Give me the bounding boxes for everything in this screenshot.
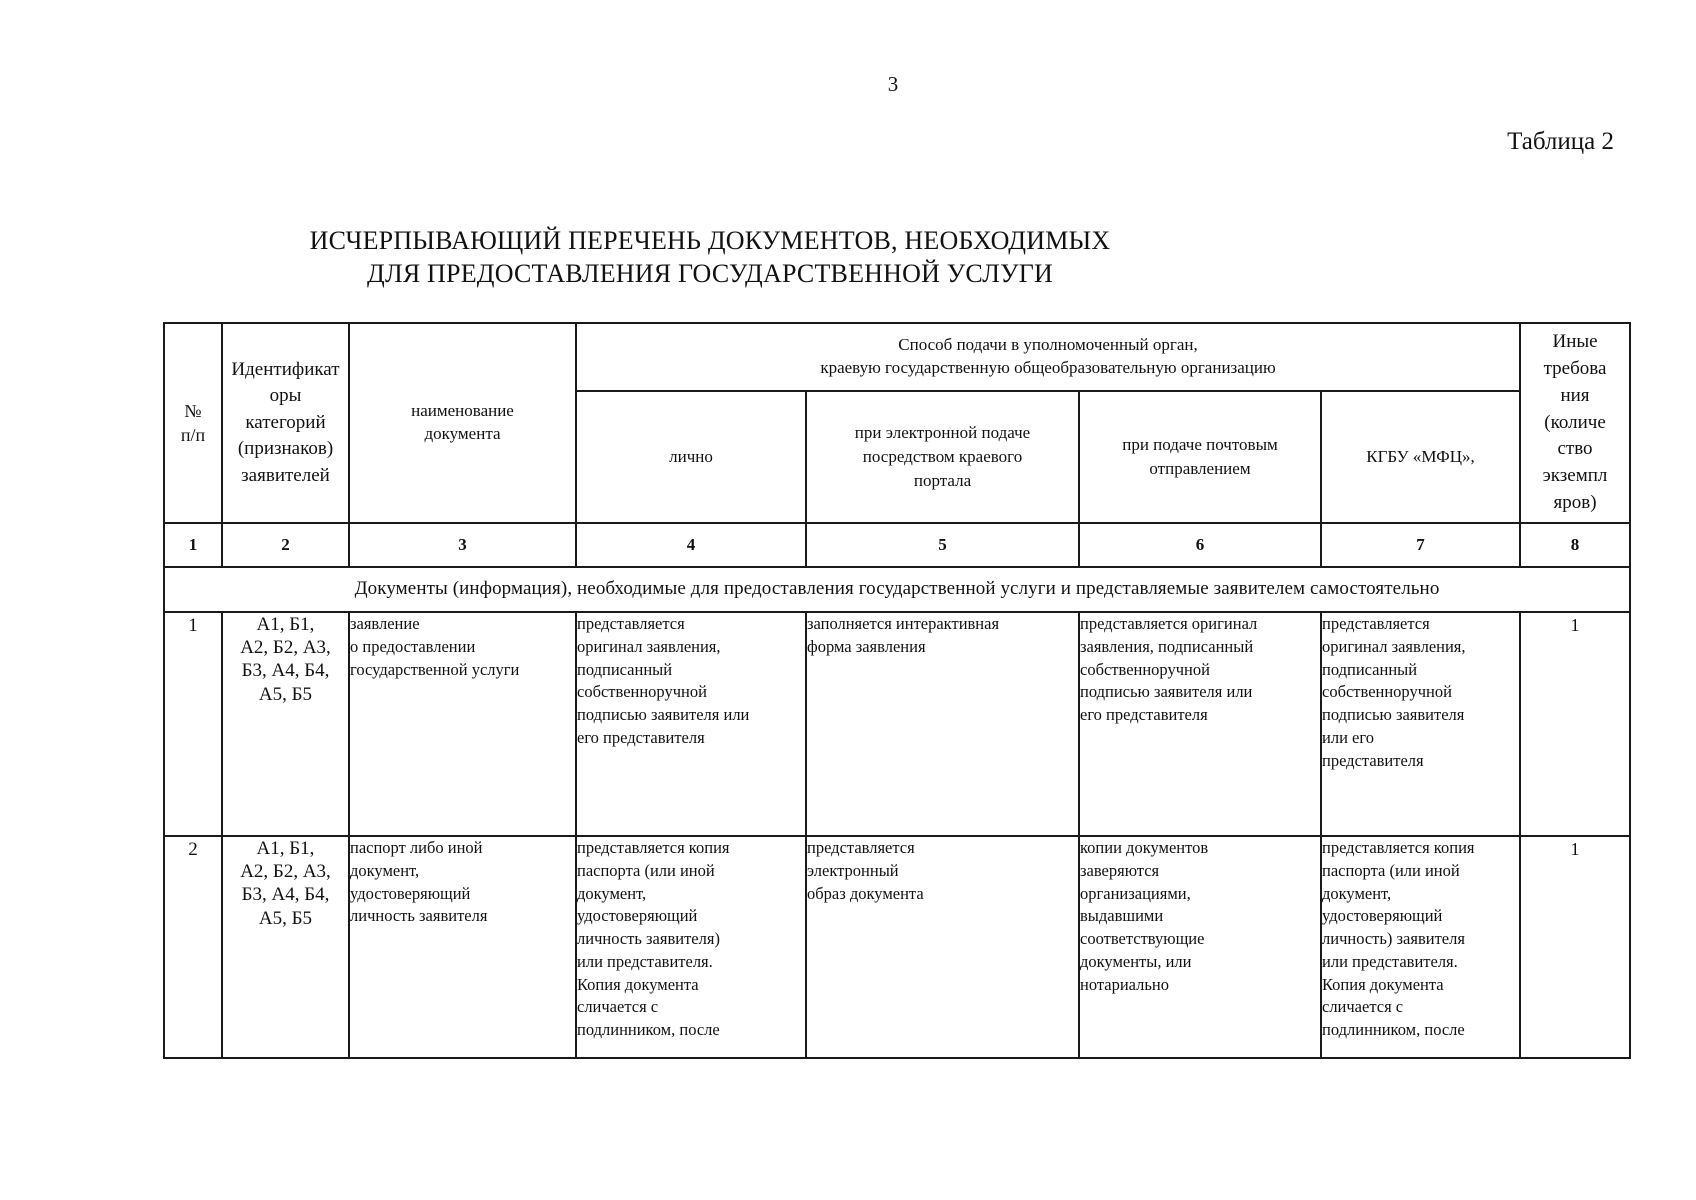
header-text-line: (признаков) — [237, 438, 334, 460]
column-numbers-row — [164, 523, 1630, 567]
cell-text-line: личность заявителя — [350, 906, 488, 926]
cell-text-line: сличается с — [1322, 997, 1404, 1017]
document-title — [210, 224, 1210, 290]
electronic-cell — [806, 612, 1079, 836]
cell-text-line: подлинником, после — [577, 1020, 720, 1040]
cell-text-line: паспорта (или иной — [1322, 860, 1460, 880]
row-number: 2 — [164, 836, 222, 1058]
row-identifiers — [222, 836, 349, 1058]
header-text-line: № — [184, 400, 202, 421]
column-number: 1 — [164, 523, 222, 567]
header-personally: лично — [576, 391, 806, 523]
electronic-cell — [806, 836, 1079, 1058]
column-number: 7 — [1321, 523, 1520, 567]
cell-text-line: подписью заявителя — [1322, 705, 1465, 725]
header-text-line: оры — [269, 385, 302, 407]
header-postal — [1079, 391, 1321, 523]
title-line-2: ДЛЯ ПРЕДОСТАВЛЕНИЯ ГОСУДАРСТВЕННОЙ УСЛУГИ — [367, 259, 1053, 288]
cell-text-line: паспорта (или иной — [577, 860, 715, 880]
cell-text-line: Копия документа — [577, 974, 699, 994]
header-submission-method — [576, 323, 1520, 391]
personally-cell — [576, 836, 806, 1058]
document-name-cell — [349, 612, 576, 836]
cell-text-line: документ, — [350, 860, 420, 880]
cell-text-line: представляется копия — [1322, 838, 1475, 857]
personally-cell — [576, 612, 806, 836]
cell-text-line: заявления, подписанный — [1080, 636, 1254, 656]
postal-cell — [1079, 612, 1321, 836]
cell-text-line: Копия документа — [1322, 974, 1444, 994]
header-text-line: Идентификат — [231, 358, 340, 380]
column-number: 2 — [222, 523, 349, 567]
identifier-line: А2, Б2, А3, — [240, 637, 331, 659]
cell-text-line: или его — [1322, 727, 1374, 747]
cell-text-line: представляется оригинал — [1080, 614, 1258, 633]
title-line-1: ИСЧЕРПЫВАЮЩИЙ ПЕРЕЧЕНЬ ДОКУМЕНТОВ, НЕОБХОДИМЫХ — [309, 226, 1111, 255]
section-row — [164, 567, 1630, 612]
quantity-cell: 1 — [1520, 612, 1630, 836]
cell-text-line: или представителя. — [577, 951, 713, 971]
cell-text-line: представляется — [1322, 614, 1430, 633]
cell-text-line: электронный — [807, 860, 899, 880]
header-electronic — [806, 391, 1079, 523]
mfc-cell — [1321, 836, 1520, 1058]
header-mfc: КГБУ «МФЦ», — [1321, 391, 1520, 523]
cell-text-line: личность) заявителя — [1322, 929, 1465, 949]
identifier-line: Б3, А4, Б4, — [241, 884, 330, 906]
header-text-line: Иные — [1552, 330, 1598, 352]
header-text-line: п/п — [180, 425, 206, 445]
cell-text-line: выдавшими — [1080, 906, 1164, 926]
cell-text-line: оригинал заявления, — [577, 636, 721, 656]
cell-text-line: оригинал заявления, — [1322, 636, 1466, 656]
cell-text-line: паспорт либо иной — [350, 838, 483, 857]
table-label: Таблица 2 — [1507, 128, 1614, 155]
cell-text-line: сличается с — [577, 997, 659, 1017]
header-text-line: при подаче почтовым — [1122, 435, 1278, 455]
header-text-line: категорий — [245, 411, 326, 433]
section-title: Документы (информация), необходимые для предоставления государственной услуги и представляемые заявителем самостоятельно — [164, 567, 1630, 612]
cell-text-line: подписью заявителя или — [577, 705, 750, 725]
page-number: 3 — [887, 72, 899, 96]
cell-text-line: соответствующие — [1080, 929, 1205, 949]
cell-text-line: форма заявления — [807, 636, 926, 656]
cell-text-line: документы, или — [1080, 951, 1192, 971]
cell-text-line: подлинником, после — [1322, 1020, 1465, 1040]
cell-text-line: его представителя — [577, 727, 705, 747]
identifier-line: А5, Б5 — [258, 683, 313, 705]
cell-text-line: собственноручной — [1322, 682, 1452, 702]
postal-cell — [1079, 836, 1321, 1058]
cell-text-line: документ, — [1322, 883, 1392, 903]
identifier-line: Б3, А4, Б4, — [241, 660, 330, 682]
cell-text-line: образ документа — [807, 883, 924, 903]
header-text-line: ния — [1560, 384, 1590, 406]
cell-text-line: заверяются — [1080, 860, 1160, 880]
cell-text-line: удостоверяющий — [350, 883, 471, 903]
cell-text-line: заполняется интерактивная — [807, 614, 1000, 633]
documents-table — [163, 322, 1631, 1059]
cell-text-line: государственной услуги — [350, 659, 520, 679]
column-number: 5 — [806, 523, 1079, 567]
table-row — [164, 612, 1630, 836]
cell-text-line: подписанный — [577, 659, 673, 679]
cell-text-line: собственноручной — [577, 682, 707, 702]
header-text-line: яров) — [1553, 492, 1597, 514]
identifier-line: А2, Б2, А3, — [240, 861, 331, 883]
cell-text-line: представляется — [577, 614, 685, 633]
cell-text-line: удостоверяющий — [577, 906, 698, 926]
cell-text-line: представителя — [1322, 750, 1424, 770]
cell-text-line: организациями, — [1080, 883, 1191, 903]
header-text-line: (количе — [1544, 411, 1606, 433]
cell-text-line: личность заявителя) — [577, 929, 720, 949]
header-text-line: требова — [1543, 357, 1607, 379]
column-number: 4 — [576, 523, 806, 567]
table-row — [164, 836, 1630, 1058]
header-text-line: экземпл — [1542, 465, 1608, 487]
cell-text-line: документ, — [577, 883, 647, 903]
header-identifiers — [222, 323, 349, 523]
row-identifiers — [222, 612, 349, 836]
header-text-line: портала — [913, 470, 972, 490]
header-text-line: документа — [424, 424, 501, 443]
column-number: 3 — [349, 523, 576, 567]
header-other-requirements — [1520, 323, 1630, 523]
cell-text-line: представляется — [807, 838, 915, 857]
column-number: 8 — [1520, 523, 1630, 567]
cell-text-line: его представителя — [1080, 705, 1208, 725]
cell-text-line: собственноручной — [1080, 659, 1210, 679]
column-number: 6 — [1079, 523, 1321, 567]
cell-text-line: представляется копия — [577, 838, 730, 857]
header-document-name — [349, 323, 576, 523]
header-text-line: заявителей — [241, 464, 330, 486]
header-text-line: наименование — [411, 401, 514, 421]
header-text-line: краевую государственную общеобразовательную организацию — [820, 358, 1276, 377]
cell-text-line: или представителя. — [1322, 951, 1458, 971]
document-name-cell — [349, 836, 576, 1058]
cell-text-line: подписью заявителя или — [1080, 682, 1253, 702]
header-text-line: Способ подачи в уполномоченный орган, — [898, 335, 1198, 355]
header-text-line: посредством краевого — [862, 447, 1023, 467]
cell-text-line: удостоверяющий — [1322, 906, 1443, 926]
header-text-line: при электронной подаче — [854, 423, 1031, 443]
mfc-cell — [1321, 612, 1520, 836]
identifier-line: А1, Б1, — [256, 614, 315, 635]
cell-text-line: нотариально — [1080, 974, 1169, 994]
header-text-line: отправлением — [1149, 459, 1251, 478]
identifier-line: А5, Б5 — [258, 907, 313, 929]
cell-text-line: копии документов — [1080, 838, 1209, 857]
cell-text-line: подписанный — [1322, 659, 1418, 679]
quantity-cell: 1 — [1520, 836, 1630, 1058]
identifier-line: А1, Б1, — [256, 838, 315, 859]
row-number: 1 — [164, 612, 222, 836]
cell-text-line: заявление — [350, 614, 420, 633]
cell-text-line: о предоставлении — [350, 636, 476, 656]
header-text-line: ство — [1557, 438, 1593, 460]
header-num — [164, 323, 222, 523]
